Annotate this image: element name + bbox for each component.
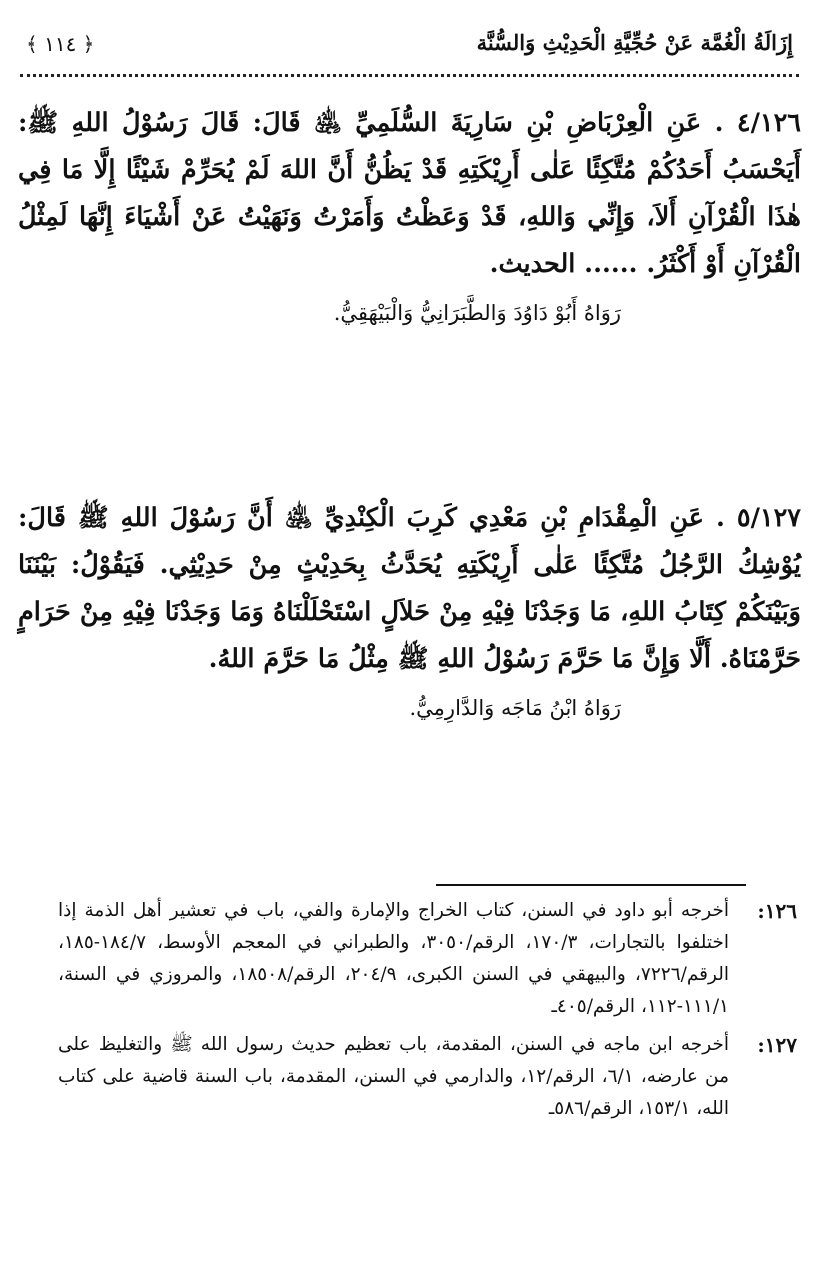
- hadith-number: ٤/١٢٦ .: [714, 108, 801, 138]
- footnote-number: ١٢٧:: [757, 1033, 797, 1057]
- hadith-text: عَنِ الْعِرْبَاضِ بْنِ سَارِيَةَ السُّلَمِيِّ ﵁ قَالَ: قَالَ رَسُوْلُ اللهِ ﷺ: أَيَحْسَبُ أَحَدُكُمْ مُتَّكِئًا عَلٰى أَرِيْكَتِهِ قَدْ يَظُنُّ أَنَّ اللهَ لَمْ يُحَرِّمْ شَيْئًا إِلَّا مَا فِي هٰذَا الْقُرْآنِ أَلاَ، وَإِنِّي وَاللهِ، قَدْ وَعَظْتُ وَأَمَرْتُ وَنَهَيْتُ عَنْ أَشْيَاءَ إِنَّهَا لَمِثْلُ الْقُرْآنِ أَوْ أَكْثَرُ. ...... الحديث.: [18, 108, 801, 279]
- hadith-126: [18, 100, 801, 328]
- hadith-source: رَوَاهُ أَبُوْ دَاوُدَ وَالطَّبَرَانِيُّ وَالْبَيْهَقِيُّ.: [333, 301, 621, 325]
- hadith-text-block: [18, 495, 801, 683]
- hadith-number: ٥/١٢٧ .: [716, 503, 801, 533]
- footnote-divider: [436, 884, 746, 886]
- page-header: [26, 28, 793, 62]
- footnote-text: أخرجه أبو داود في السنن، كتاب الخراج والإمارة والفي، باب في تعشير أهل الذمة إذا اختلفوا بالتجارات، ١٧٠/٣، الرقم/٣٠٥٠، والطبراني في المعجم الأوسط، ١٨٤/٧-١٨٥، الرقم/٧٢٢٦، والبيهقي في السنن الكبرى، ٢٠٤/٩، الرقم/١٨٥٠٨، والمروزي في السنة، ١١١/١-١١٢، الرقم/٤٠٥ـ: [58, 900, 730, 1017]
- footnote-text: أخرجه ابن ماجه في السنن، المقدمة، باب تعظيم حديث رسول الله ﷺ والتغليظ على من عارضه، ٦/١، الرقم/١٢، والدارمي في السنن، المقدمة، باب السنة قاضية على كتاب الله، ١٥٣/١، الرقم/٥٨٦ـ: [58, 1034, 729, 1119]
- footnote-126: [58, 895, 797, 1023]
- footnote-127: [58, 1029, 797, 1125]
- footnotes: [58, 895, 797, 1131]
- footnote-number: ١٢٦:: [757, 899, 797, 923]
- hadith-source: رَوَاهُ ابْنُ مَاجَه وَالدَّارِمِيُّ.: [409, 696, 621, 720]
- running-title: إِزَالَةُ الْغُمَّة عَنْ حُجِّيَّةِ الْحَدِيْثِ وَالسُّنَّة: [476, 30, 793, 55]
- header-divider: [20, 74, 799, 77]
- hadith-text: عَنِ الْمِقْدَامِ بْنِ مَعْدِي كَرِبَ الْكِنْدِيِّ ﵁ أَنَّ رَسُوْلَ اللهِ ﷺ قَالَ: يُوْشِكُ الرَّجُلُ مُتَّكِئًا عَلٰى أَرِيْكَتِهِ يُحَدَّثُ بِحَدِيْثٍ مِنْ حَدِيْثِي. فَيَقُوْلُ: بَيْنَنَا وَبَيْنَكُمْ كِتَابُ اللهِ، مَا وَجَدْنَا فِيْهِ مِنْ حَلاَلٍ اسْتَحْلَلْنَاهُ وَمَا وَجَدْنَا فِيْهِ مِنْ حَرَامٍ حَرَّمْنَاهُ. أَلَّا وَإِنَّ مَا حَرَّمَ رَسُوْلُ اللهِ ﷺ مِثْلُ مَا حَرَّمَ اللهُ.: [18, 503, 801, 674]
- hadith-text-block: [18, 100, 801, 288]
- page-number: ﴿ ١١٤ ﴾: [26, 32, 95, 56]
- hadith-127: [18, 495, 801, 723]
